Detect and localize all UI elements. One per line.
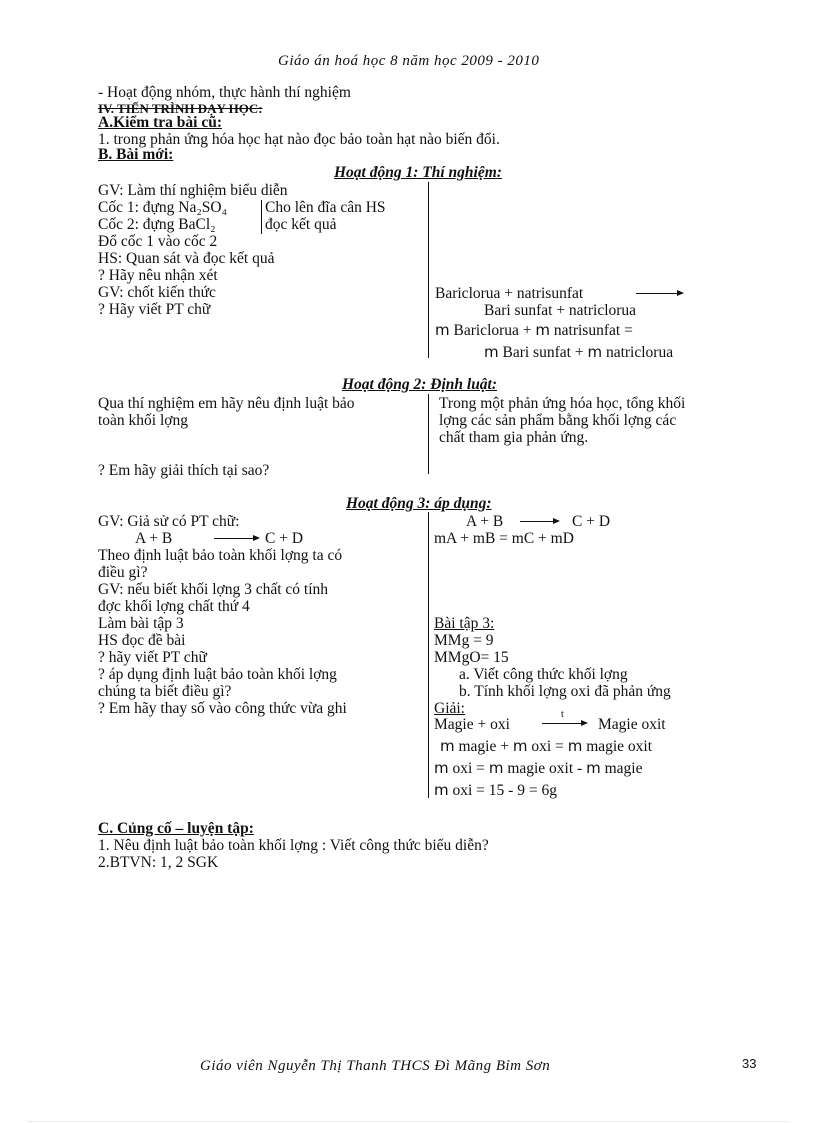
page-number: 33 <box>742 1056 757 1071</box>
a3-r-eq-right: C + D <box>572 513 611 530</box>
section-c-heading: C. Củng cố – luyện tập: <box>98 820 254 837</box>
reaction-arrow <box>636 293 682 294</box>
mass-symbol: m <box>488 759 504 777</box>
a3-eq-left: A + B <box>135 530 173 547</box>
a3-left-line: GV: Giả sử có PT chữ: <box>98 513 240 530</box>
a1-eq1-right: Bari sunfat + natriclorua <box>484 302 637 319</box>
activity3-divider <box>428 512 429 798</box>
a3-left-line: Theo định luật bảo toàn khối lợng ta có <box>98 547 343 564</box>
mass-conservation-formula: mA + mB = mC + mD <box>434 530 574 547</box>
a2-left-line: Qua thí nghiệm em hãy nêu định luật bảo <box>98 395 355 412</box>
mass-symbol: m <box>567 737 583 755</box>
r2-part: magie oxit <box>586 738 653 755</box>
section-a-heading: A.Kiểm tra bài cũ: <box>98 114 222 131</box>
exercise-label: Bài tập 3: <box>434 615 495 632</box>
a1-left-line: Cốc 2: đựng BaCl₂ <box>98 216 216 233</box>
activity2-divider <box>428 394 429 474</box>
reaction-arrow <box>542 723 586 724</box>
a3-left-line: đợc khối lợng chất thứ 4 <box>98 598 250 615</box>
a1-note-line: đọc kết quả <box>265 216 337 233</box>
a3-left-line: ? áp dụng định luật bảo toàn khối lợng <box>98 666 337 683</box>
mass-symbol: m <box>434 759 449 777</box>
mass-symbol: m <box>512 737 528 755</box>
r2-part: magie + <box>458 738 509 755</box>
a1-left-line: ? Hãy nêu nhận xét <box>98 267 218 284</box>
a3-eq-right: C + D <box>265 530 304 547</box>
r3-part: magie oxit - <box>507 760 583 777</box>
activity1-title: Hoạt động 1: Thí nghiệm: <box>334 164 502 181</box>
mass-symbol: m <box>434 781 449 799</box>
r4-result: oxi = 15 - 9 = 6g <box>452 782 557 799</box>
a1-eq2-part: Bari sunfat + <box>502 344 584 361</box>
a2-right-line: chất tham gia phản ứng. <box>439 429 589 446</box>
activity3-title: Hoạt động 3: áp dụng: <box>346 495 492 512</box>
review-question: 1. trong phản ứng hóa học hạt nào đọc bảo toàn hạt nào biến đổi. <box>98 131 500 148</box>
r2-part: oxi = <box>531 738 564 755</box>
mass-symbol: m <box>586 759 601 777</box>
a1-eq2-part: Bariclorua + <box>453 322 532 339</box>
temp-label: t <box>561 709 564 720</box>
reaction-arrow <box>214 538 258 539</box>
section-c-question: 1. Nêu định luật bảo toàn khối lợng : Viết công thức biểu diễn? <box>98 837 489 854</box>
page-header: Giáo án hoá học 8 năm học 2009 - 2010 <box>278 53 540 69</box>
a1-left-line: ? Hãy viết PT chữ <box>98 301 211 318</box>
given-mgo: MMgO= 15 <box>434 649 509 666</box>
section-iv-heading: IV. TIẾN TRÌNH DẠY HỌC: <box>98 101 263 116</box>
r1-right: Magie oxit <box>598 716 666 733</box>
a1-left-line: HS: Quan sát và đọc kết quả <box>98 250 275 267</box>
a3-left-line: điều gì? <box>98 564 148 581</box>
r1-left: Magie + oxi <box>434 716 510 733</box>
a1-left-line: GV: chốt kiến thức <box>98 284 216 301</box>
given-mg: MMg = 9 <box>434 632 494 649</box>
mass-symbol: m <box>435 321 450 339</box>
a2-right-line: Trong một phản ứng hóa học, tổng khối <box>439 395 686 412</box>
reaction-arrow <box>520 521 558 522</box>
a3-r-eq-left: A + B <box>466 513 504 530</box>
task-b: b. Tính khối lợng oxi đã phản ứng <box>459 683 671 700</box>
a1-note-line: Cho lên đĩa cân HS <box>265 199 386 216</box>
a3-left-line: ? Em hãy thay số vào công thức vừa ghi <box>98 700 347 717</box>
a2-right-line: lợng các sản phẩm bằng khối lợng các <box>439 412 677 429</box>
mass-symbol: m <box>535 321 551 339</box>
a2-left-line: toàn khối lợng <box>98 412 188 429</box>
activity-method: - Hoạt động nhóm, thực hành thí nghiệm <box>98 84 351 101</box>
a3-left-line: Làm bài tập 3 <box>98 615 184 632</box>
page-footer: Giáo viên Nguyễn Thị Thanh THCS Đì Mãng Bỉm Sơn <box>200 1058 551 1074</box>
homework: 2.BTVN: 1, 2 SGK <box>98 854 219 871</box>
a1-left-line: Đổ cốc 1 vào cốc 2 <box>98 233 218 250</box>
a1-left-line: Cốc 1: đựng Na₂SO₄ <box>98 199 227 216</box>
r3-part: oxi = <box>452 760 485 777</box>
a1-eq1-left: Bariclorua + natrisunfat <box>435 285 584 302</box>
a3-left-line: ? hãy viết PT chữ <box>98 649 207 666</box>
a3-left-line: GV: nếu biết khối lợng 3 chất có tính <box>98 581 329 598</box>
mass-symbol: m <box>484 343 499 361</box>
mass-symbol: m <box>440 737 455 755</box>
a1-eq2-part: natrisunfat = <box>553 322 633 339</box>
activity2-title: Hoạt động 2: Định luật: <box>342 376 498 393</box>
mass-symbol: m <box>587 343 603 361</box>
a1-eq2-part: natriclorua <box>605 344 674 361</box>
a2-question: ? Em hãy giải thích tại sao? <box>98 462 270 479</box>
a3-left-line: chúng ta biết điều gì? <box>98 683 232 700</box>
a1-left-line: GV: Làm thí nghiệm biểu diễn <box>98 182 288 199</box>
task-a: a. Viết công thức khối lợng <box>459 666 628 683</box>
note-divider <box>261 200 262 234</box>
activity1-divider <box>428 182 429 358</box>
solution-label: Giải: <box>434 700 465 717</box>
section-b-heading: B. Bài mới: <box>98 146 174 163</box>
page-edge-divider <box>28 1121 788 1122</box>
a3-left-line: HS đọc đề bài <box>98 632 186 649</box>
r3-part: magie <box>604 760 643 777</box>
